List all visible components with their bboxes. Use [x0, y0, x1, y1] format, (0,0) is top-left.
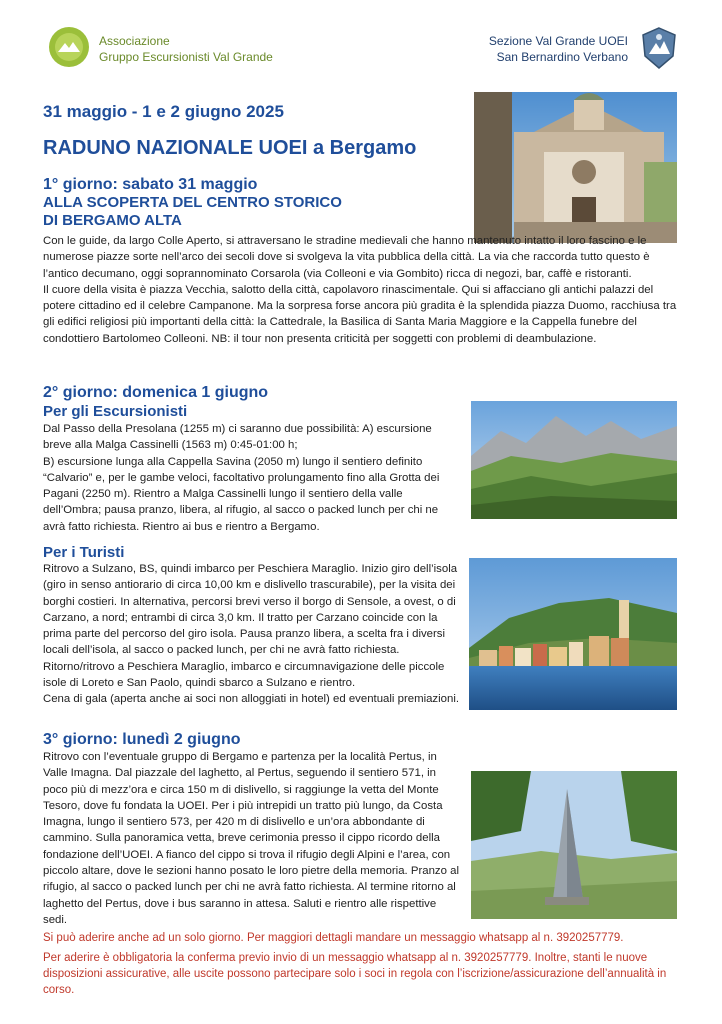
note-single-day: Si può aderire anche ad un solo giorno. Per maggiori dettagli mandare un messaggio whatsapp al n. 3920257779. [43, 932, 624, 944]
tourists-description [43, 561, 463, 708]
note-registration: Per aderire è obbligatoria la conferma previo invio di un messaggio whatsapp al n. 3920257779. Inoltre, stanti le nuove disposizioni assicurative, alle uscite possono partecipare solo i soci in regola con l’iscrizione/assicurazione dell’annualità in corso. [43, 952, 667, 996]
day3-paragraph-1: Ritrovo con l’eventuale gruppo di Bergamo e partenza per la località Pertus, in Valle Imagna. Dal piazzale del laghetto, al Pertus, seguendo il sentiero 571, in poco più di mezz’ora e circa 150 m di dislivello, si raggiunge la vetta del Monte Tesoro, dove fu fondata la UOEI. Per i più intrepidi un tratto più lungo, da Costa Imagna, lungo il sentiero 573, per 420 m di dislivello e un’ora abbondante di cammino. Sulla panoramica vetta, breve cerimonia presso il cippo ricordo della fondazione dell’UOEI. A fianco del cippo si trova il rifugio degli Alpini e l’area, con piccolo altare, dove le sezioni hanno posato le loro pietre della memoria. Pranzo al rifugio, al sacco o packed lunch per chi ne avrà fatto richiesta. Al termine ritorno al laghetto del Pertus, dove i bus saranno in attesa. Saluti e rientro alle rispettive sedi. [43, 751, 459, 926]
tourists-title: Per i Turisti [43, 544, 125, 561]
event-date: 31 maggio - 1 e 2 giugno 2025 [43, 102, 284, 121]
section-name-line1: Sezione Val Grande UOEI [488, 34, 628, 48]
day2-heading: 2° giorno: domenica 1 giugno [43, 384, 269, 401]
hikers-description [43, 421, 463, 535]
hikers-paragraph-1: Dal Passo della Presolana (1255 m) ci saranno due possibilità: A) escursione breve alla Malga Cassinelli (1563 m) 0:45-01:00 h; [43, 423, 432, 452]
day3-description [43, 749, 463, 928]
org-name-line2: Gruppo Escursionisti Val Grande [99, 50, 273, 64]
org-name-line1: Associazione [99, 34, 170, 48]
lake-village-photo [469, 558, 677, 710]
bergamo-chapel-photo [474, 92, 677, 243]
section-name-line2: San Bernardino Verbano [496, 50, 628, 64]
day3-heading: 3° giorno: lunedì 2 giugno [43, 731, 241, 748]
tourists-paragraph-1: Ritrovo a Sulzano, BS, quindi imbarco per Peschiera Maraglio. Inizio giro dell’isola (giro in senso antiorario di circa 10,00 km e dislivello trascurabile), per la visita dei borghi costieri. In alternativa, percorsi brevi verso il borgo di Sensole, a ovest, o di Carzano, a nord; entrambi di circa 3,0 km. Il tratto per Carzano coincide con la prima parte del percorso del giro isola. Pausa pranzo libera, a scelta fra i diversi locali dell’isola, al sacco o packed lunch, per chi ne avrà fatto richiesta. Ritorno/ritrovo a Peschiera Maraglio, imbarco e circumnavigazione delle piccole isole di Loreto e San Paolo, quindi sbarco a Sulzano e rientro. [43, 563, 458, 690]
day1-paragraph-2: Il cuore della visita è piazza Vecchia, salotto della città, capolavoro rinascimentale. Qui si affacciano gli antichi palazzi del potere cittadino ed il celebre Campanone. Ma la sorpresa forse ancora più gradita è la splendida piazza Duomo, racchiusa tra gli edifici religiosi più importanti della città: la Cattedrale, la Basilica di Santa Maria Maggiore e la Cappella funebre del condottiero Bartolomeo Colleoni. NB: il tour non presenta criticità per soggetti con problemi di deambulazione. [43, 283, 677, 345]
event-title: RADUNO NAZIONALE UOEI a Bergamo [43, 137, 417, 159]
monte-tesoro-monument-photo [471, 771, 677, 919]
day1-description [43, 233, 679, 347]
presolana-mountains-photo [471, 401, 677, 519]
hikers-paragraph-2: B) escursione lunga alla Cappella Savina (2050 m) lungo il sentiero definito “Calvario” e, per le gambe veloci, facoltativo prolungamento fino alla Grotta dei Pagani (2250 m). Rientro a Malga Cassinelli lungo il sentiero della valle dell’Ombra; pausa pranzo, libera, al rifugio, al sacco o packed lunch per chi ne avrà fatto richiesta. Rientro ai bus e rientro a Bergamo. [43, 455, 440, 533]
day1-subtitle-line1: ALLA SCOPERTA DEL CENTRO STORICO [43, 194, 342, 211]
day1-heading: 1° giorno: sabato 31 maggio [43, 176, 258, 193]
uoei-emblem-icon [640, 26, 678, 70]
day1-subtitle-line2: DI BERGAMO ALTA [43, 212, 182, 229]
header [0, 0, 722, 80]
hikers-title: Per gli Escursionisti [43, 403, 188, 420]
association-logo-icon [48, 26, 90, 68]
tourists-paragraph-2: Cena di gala (aperta anche ai soci non alloggiati in hotel) ed eventuali premiazioni. [43, 693, 460, 706]
day1-paragraph-1: Con le guide, da largo Colle Aperto, si attraversano le stradine medievali che hanno mantenuto intatto il loro fascino e le numerose piazze sorte nell’arco dei secoli dove si svolgeva la vita pubblica della città. La via che raccorda tutto questo è l’antico decumano, oggi soprannominato Corsarola (via Colleoni e via Gombito) ricca di negozi, bar, caffè e ristoranti. [43, 235, 650, 280]
